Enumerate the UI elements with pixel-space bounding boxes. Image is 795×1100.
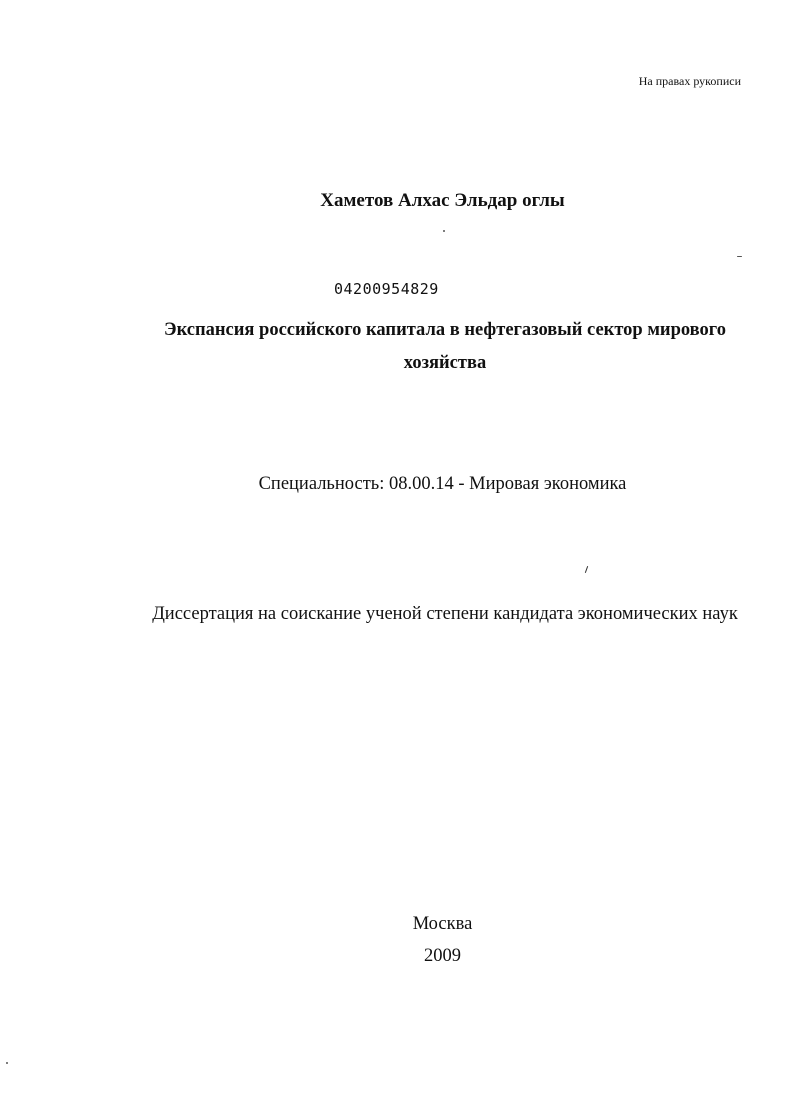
degree-statement: Диссертация на соискание ученой степени кандидата экономических наук [152,604,738,624]
rights-note: На правах рукописи [638,74,741,88]
author-name: Хаметов Алхас Эльдар оглы [320,190,565,211]
specialty-line: Специальность: 08.00.14 - Мировая экономика [258,474,627,494]
scan-speck [737,256,742,257]
city: Москва [412,914,473,934]
scan-speck [6,1062,8,1064]
scan-mark [585,566,588,573]
dissertation-title: Экспансия российского капитала в нефтегазовый сектор мирового хозяйства [164,320,726,373]
registration-stamp: 04200954829 [334,280,439,298]
year: 2009 [424,946,461,966]
scan-speck [443,230,445,232]
